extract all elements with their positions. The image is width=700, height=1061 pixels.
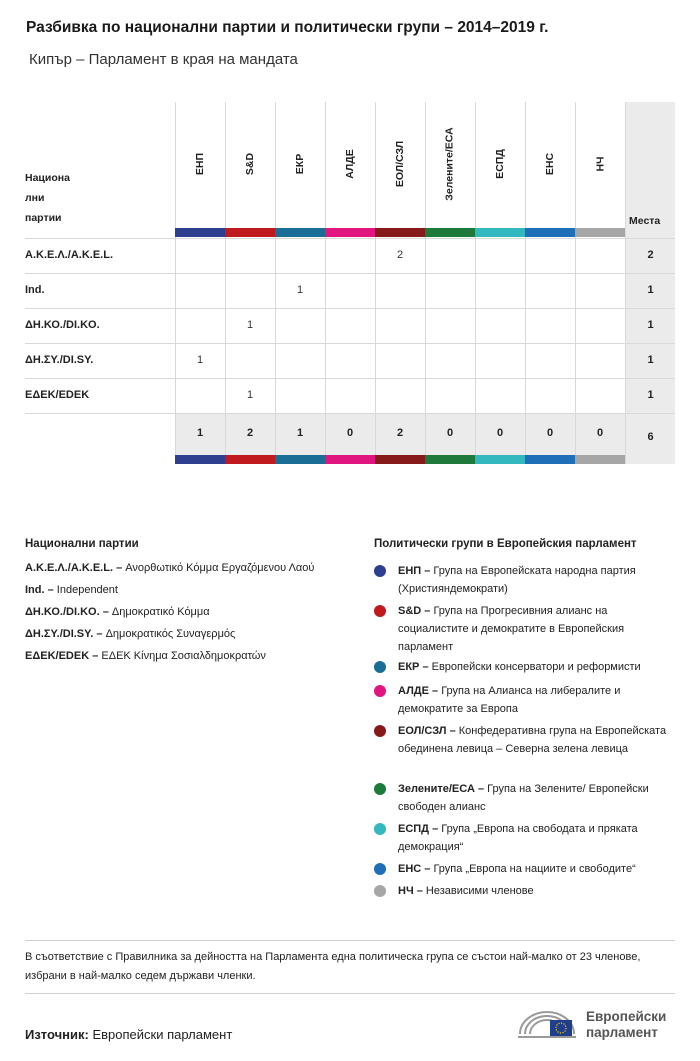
divider xyxy=(25,940,675,941)
party-full-name: Ανορθωτικό Κόμμα Εργαζόμενου Λαού xyxy=(125,562,315,574)
row-divider xyxy=(25,308,675,309)
group-full-name: Конфедеративна група на Европейската обединена левица – Северна зелена левица xyxy=(398,725,667,755)
column-divider xyxy=(625,102,626,464)
row-divider xyxy=(25,238,675,239)
group-color-dot-icon xyxy=(374,783,386,795)
row-divider xyxy=(25,378,675,379)
group-color-bar xyxy=(475,228,525,237)
group-header-label: ЕНП xyxy=(193,152,206,176)
group-color-dot-icon xyxy=(374,725,386,737)
group-total: 2 xyxy=(246,427,254,439)
group-full-name: Група на Европейската народна партия (Християндемократи) xyxy=(398,565,636,595)
group-abbr: ЕКР xyxy=(398,661,420,673)
group-color-bar xyxy=(475,455,525,464)
source-label: Източник: xyxy=(25,1027,89,1042)
group-header-label: ЕКР xyxy=(293,153,306,175)
party-abbr: ΕΔΕΚ/EDEK xyxy=(25,650,90,662)
group-legend-item: ЕОЛ/СЗЛ – Конфедеративна група на Европейската обединена левица – Северна зелена левица xyxy=(374,722,679,758)
group-total: 0 xyxy=(496,427,504,439)
party-abbr: Α.Κ.Ε.Λ./A.K.E.L. xyxy=(25,562,114,574)
national-party-legend-item: Α.Κ.Ε.Λ./A.K.E.L. – Ανορθωτικό Κόμμα Εργαζόμενου Λαού xyxy=(25,562,315,574)
national-party-legend-item: ΔΗ.ΣΥ./DI.SY. – Δημοκρατικός Συναγερμός xyxy=(25,628,236,640)
source-line xyxy=(25,1027,232,1042)
group-header-label: ЕСПД xyxy=(494,149,506,179)
group-color-dot-icon xyxy=(374,685,386,697)
seats-column-bg xyxy=(625,102,675,464)
party-full-name: ΕΔΕΚ Κίνημα Σοσιαλδημοκρατών xyxy=(101,650,266,662)
party-abbr: ΔΗ.ΚΟ./DI.KO. xyxy=(25,606,100,618)
group-full-name: Група „Европа на нациите и свободите“ xyxy=(433,863,636,875)
total-seats: 6 xyxy=(647,431,654,443)
group-column-header xyxy=(375,102,425,238)
group-column-header xyxy=(175,102,225,238)
group-color-dot-icon xyxy=(374,863,386,875)
national-party-legend-item: Ind. – Independent xyxy=(25,584,118,596)
group-column-header xyxy=(475,102,525,238)
seat-count-cell: 1 xyxy=(246,389,254,401)
group-full-name: Европейски консерватори и реформисти xyxy=(431,661,641,673)
group-full-name: Група на Алианса на либералите и демократите за Европа xyxy=(398,685,621,715)
group-abbr: ЕНП xyxy=(398,565,422,577)
group-color-dot-icon xyxy=(374,885,386,897)
national-party-legend-item: ΕΔΕΚ/EDEK – ΕΔΕΚ Κίνημα Σοσιαλδημοκρατών xyxy=(25,650,266,662)
group-full-name: Независими членове xyxy=(425,885,534,897)
group-abbr: АЛДЕ xyxy=(398,685,429,697)
group-abbr: Зелените/ЕСА xyxy=(398,783,475,795)
party-row-name: Ind. xyxy=(25,284,45,296)
group-header-label: ЕНС xyxy=(543,152,556,176)
party-full-name: Δημοκρατικό Κόμμα xyxy=(111,606,210,618)
group-abbr: ЕОЛ/СЗЛ xyxy=(398,725,447,737)
party-full-name: Independent xyxy=(56,584,118,596)
source-value: Европейски парламент xyxy=(92,1027,233,1042)
page-subtitle: Кипър – Парламент в края на мандата xyxy=(29,51,298,68)
group-total: 1 xyxy=(296,427,304,439)
group-header-label: НЧ xyxy=(594,156,606,172)
group-color-dot-icon xyxy=(374,605,386,617)
row-divider xyxy=(25,273,675,274)
group-total: 1 xyxy=(196,427,204,439)
group-color-dot-icon xyxy=(374,565,386,577)
divider xyxy=(25,993,675,994)
group-color-bar xyxy=(375,455,425,464)
group-column-header xyxy=(525,102,575,238)
party-abbr: ΔΗ.ΣΥ./DI.SY. xyxy=(25,628,94,640)
group-abbr: ЕНС xyxy=(398,863,422,875)
party-row-name: ΕΔΕΚ/EDEK xyxy=(25,389,90,401)
group-legend-item: S&D – Група на Прогресивния алианс на социалистите и демократите в Европейския парламент xyxy=(374,602,679,656)
group-color-bar xyxy=(575,228,625,237)
row-seats-total: 2 xyxy=(647,249,654,261)
group-header-label: ЕОЛ/СЗЛ xyxy=(393,140,406,188)
page-title: Разбивка по национални партии и политически групи – 2014–2019 г. xyxy=(26,19,549,36)
rules-note: В съответствие с Правилника за дейността на Парламента една политическа група се състои най-малко от 23 членове, избрани в най-малко седем държави членки. xyxy=(25,951,641,982)
group-color-bar xyxy=(425,228,475,237)
seats-header: Места xyxy=(629,215,661,227)
group-full-name: Група на Зелените/ Европейски свободен алианс xyxy=(398,783,649,813)
party-row-name: Α.Κ.Ε.Λ./A.K.E.L. xyxy=(25,249,114,261)
seat-count-cell: 2 xyxy=(396,249,404,261)
group-column-header xyxy=(275,102,325,238)
group-legend-item: ЕСПД – Група „Европа на свободата и пряката демокрация“ xyxy=(374,820,679,856)
group-legend-item: ЕНП – Група на Европейската народна партия (Християндемократи) xyxy=(374,562,679,598)
group-legend-item: АЛДЕ – Група на Алианса на либералите и демократите за Европа xyxy=(374,682,679,718)
row-seats-total: 1 xyxy=(647,389,654,401)
group-color-bar xyxy=(275,228,325,237)
group-header-label: Зелените/ЕСА xyxy=(444,127,456,201)
group-total: 0 xyxy=(346,427,354,439)
row-divider xyxy=(25,343,675,344)
parliament-logo-icon xyxy=(516,1004,578,1044)
group-color-bar xyxy=(575,455,625,464)
party-full-name: Δημοκρατικός Συναγερμός xyxy=(105,628,236,640)
group-color-bar xyxy=(275,455,325,464)
group-header-label: АЛДЕ xyxy=(344,149,356,179)
row-seats-total: 1 xyxy=(647,284,654,296)
group-color-bar xyxy=(525,455,575,464)
group-color-bar xyxy=(525,228,575,237)
group-abbr: НЧ xyxy=(398,885,414,897)
party-abbr: Ind. xyxy=(25,584,45,596)
row-seats-total: 1 xyxy=(647,354,654,366)
ep-logo xyxy=(516,1000,676,1048)
group-column-header xyxy=(425,102,475,238)
group-color-bar xyxy=(225,228,275,237)
seat-count-cell: 1 xyxy=(196,354,204,366)
group-full-name: Група „Европа на свободата и пряката демокрация“ xyxy=(398,823,638,853)
group-total: 0 xyxy=(446,427,454,439)
groups-legend-heading: Политически групи в Европейския парламент xyxy=(374,538,637,550)
group-color-bar xyxy=(175,228,225,237)
group-header-label: S&D xyxy=(243,152,256,176)
logo-text: Европейски парламент xyxy=(586,1009,667,1040)
group-color-dot-icon xyxy=(374,823,386,835)
group-legend-item: НЧ – Независими членове xyxy=(374,882,679,900)
group-column-header xyxy=(575,102,625,238)
group-legend-item: Зелените/ЕСА – Група на Зелените/ Европейски свободен алианс xyxy=(374,780,679,816)
seat-count-cell: 1 xyxy=(246,319,254,331)
seat-count-cell: 1 xyxy=(296,284,304,296)
group-total: 0 xyxy=(596,427,604,439)
group-color-bar xyxy=(325,455,375,464)
national-party-legend-item: ΔΗ.ΚΟ./DI.KO. – Δημοκρατικό Κόμμα xyxy=(25,606,210,618)
national-parties-header: Национа лни партии xyxy=(25,172,70,224)
group-color-dot-icon xyxy=(374,661,386,673)
group-legend-item: ЕНС – Група „Европа на нациите и свободите“ xyxy=(374,860,679,878)
national-parties-heading: Национални партии xyxy=(25,538,139,550)
group-color-bar xyxy=(225,455,275,464)
group-legend-item: ЕКР – Европейски консерватори и реформисти xyxy=(374,658,679,676)
group-full-name: Група на Прогресивния алианс на социалистите и демократите в Европейския парламент xyxy=(398,605,625,653)
group-column-header xyxy=(225,102,275,238)
party-row-name: ΔΗ.ΚΟ./DI.KO. xyxy=(25,319,100,331)
row-seats-total: 1 xyxy=(647,319,654,331)
group-abbr: ЕСПД xyxy=(398,823,430,835)
party-row-name: ΔΗ.ΣΥ./DI.SY. xyxy=(25,354,94,366)
group-color-bar xyxy=(375,228,425,237)
group-color-bar xyxy=(425,455,475,464)
group-total: 2 xyxy=(396,427,404,439)
group-total: 0 xyxy=(546,427,554,439)
row-divider xyxy=(25,413,675,414)
group-color-bar xyxy=(325,228,375,237)
group-abbr: S&D xyxy=(398,605,422,617)
group-color-bar xyxy=(175,455,225,464)
group-column-header xyxy=(325,102,375,238)
